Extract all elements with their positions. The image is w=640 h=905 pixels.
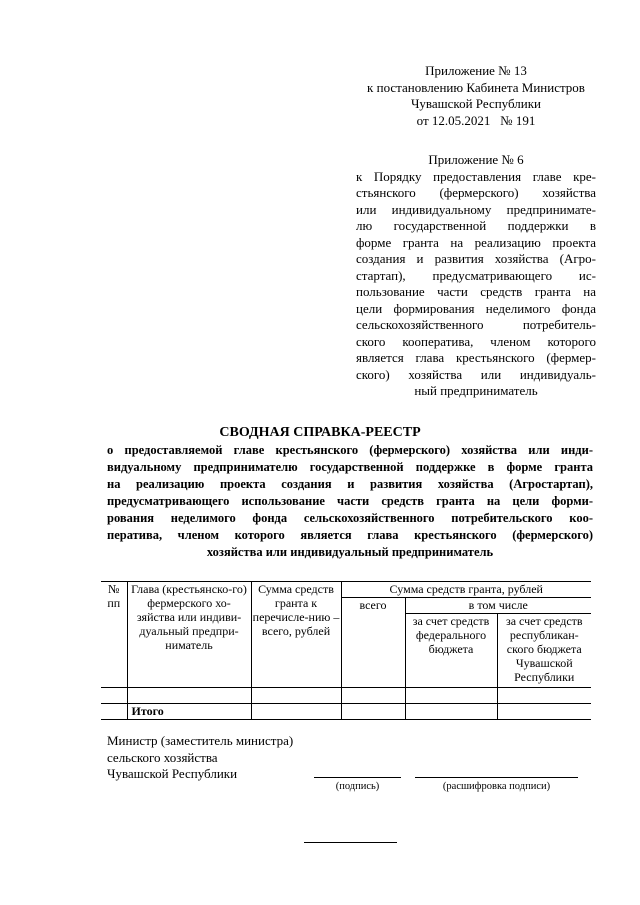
subtitle-line: рования неделимого фонда сельскохозяйственного потребительского коо-	[107, 511, 593, 525]
registry-table	[101, 581, 591, 720]
table-cell	[405, 688, 497, 704]
table-row	[101, 688, 591, 704]
annex-6-line: ского кооператива, членом которого	[356, 333, 596, 349]
table-cell	[251, 704, 341, 720]
signature-line: Министр (заместитель министра)	[107, 733, 294, 748]
document-subtitle	[107, 442, 593, 561]
annex-6-line: или индивидуальному предпринимате-	[356, 201, 596, 217]
table-cell	[341, 704, 405, 720]
total-label: Итого	[127, 704, 251, 720]
table-cell	[497, 688, 591, 704]
document-title: СВОДНАЯ СПРАВКА-РЕЕСТР	[219, 425, 421, 440]
annex-6-line: к Порядку предоставления главе кре-	[356, 168, 596, 184]
annex-6-line: форме гранта на реализацию проекта	[356, 234, 596, 250]
table-cell	[497, 704, 591, 720]
subtitle-line: видуальному предпринимателю государственной поддержке в форме гранта	[107, 460, 593, 474]
annex-6-line: стартап), предусматривающего ис-	[356, 267, 596, 283]
header-cell-federal: за счет средств федерального бюджета	[405, 614, 497, 688]
annex-6-line: является глава крестьянского (фермер-	[356, 350, 596, 365]
table-cell	[127, 688, 251, 704]
signature-underline	[314, 777, 401, 778]
table-row-total	[101, 704, 591, 720]
signature-line: сельского хозяйства	[107, 749, 218, 765]
subtitle-line: о предоставляемой главе крестьянского (фермерского) хозяйства или инди-	[107, 443, 593, 457]
header-cell-number: № пп	[101, 582, 127, 688]
annex-6-line: создания и развития хозяйства (Агро-	[356, 251, 596, 266]
table-cell	[101, 688, 127, 704]
subtitle-line: предусматривающего использование части средств гранта на цели форми-	[107, 494, 593, 508]
header-cell-total: всего	[341, 598, 405, 688]
header-cell-including: в том числе	[405, 598, 591, 614]
header-cell-grant: Сумма средств гранта, рублей	[341, 582, 591, 598]
annex-6-line: пользование части средств гранта на	[356, 284, 596, 299]
table-cell	[405, 704, 497, 720]
subtitle-line: ператива, членом которого является глава крестьянского (фермерского)	[107, 528, 593, 542]
signature-caption: (подпись)	[335, 781, 380, 792]
table-cell	[251, 688, 341, 704]
annex-6-title: Приложение № 6	[428, 152, 524, 167]
annex-6-line: сельскохозяйственного потребитель-	[356, 317, 596, 332]
header-cell-head: Глава (крестьянско-го) фермерского хо-зяйства или индиви-дуальный предпри-ниматель	[127, 582, 251, 688]
signature-block	[107, 733, 327, 783]
header-cell-sum: Сумма средств гранта к перечисле-нию – всего, рублей	[251, 582, 341, 688]
annex-6-line: ный предприниматель	[414, 383, 538, 398]
subtitle-line: хозяйства или индивидуальный предприниматель	[206, 545, 494, 559]
annex-6-line: стьянского (фермерского) хозяйства	[356, 185, 596, 200]
annex-6-header	[356, 152, 596, 400]
annex-13-line: Чувашской Республики	[410, 96, 542, 111]
subtitle-line: на реализацию проекта создания и развития хозяйства (Агростартап),	[107, 477, 593, 491]
annex-13-line: к постановлению Кабинета Министров	[367, 79, 585, 95]
header-cell-republic: за счет средств республикан-ского бюджета Чувашской Республики	[497, 614, 591, 688]
signature-line: Чувашской Республики	[107, 766, 238, 781]
annex-13-line: Приложение № 13	[425, 63, 527, 78]
decode-underline	[415, 777, 578, 778]
decode-caption: (расшифровка подписи)	[442, 781, 551, 792]
annex-6-line: ского) хозяйства или индивидуаль-	[356, 366, 596, 382]
table-cell	[341, 688, 405, 704]
annex-13-line: от 12.05.2021 № 191	[416, 112, 536, 128]
annex-6-line: лю государственной поддержки в	[356, 218, 596, 233]
annex-13-header	[356, 63, 596, 129]
table-cell	[101, 704, 127, 720]
annex-6-line: цели формирования неделимого фонда	[356, 300, 596, 316]
footer-rule	[304, 842, 397, 843]
